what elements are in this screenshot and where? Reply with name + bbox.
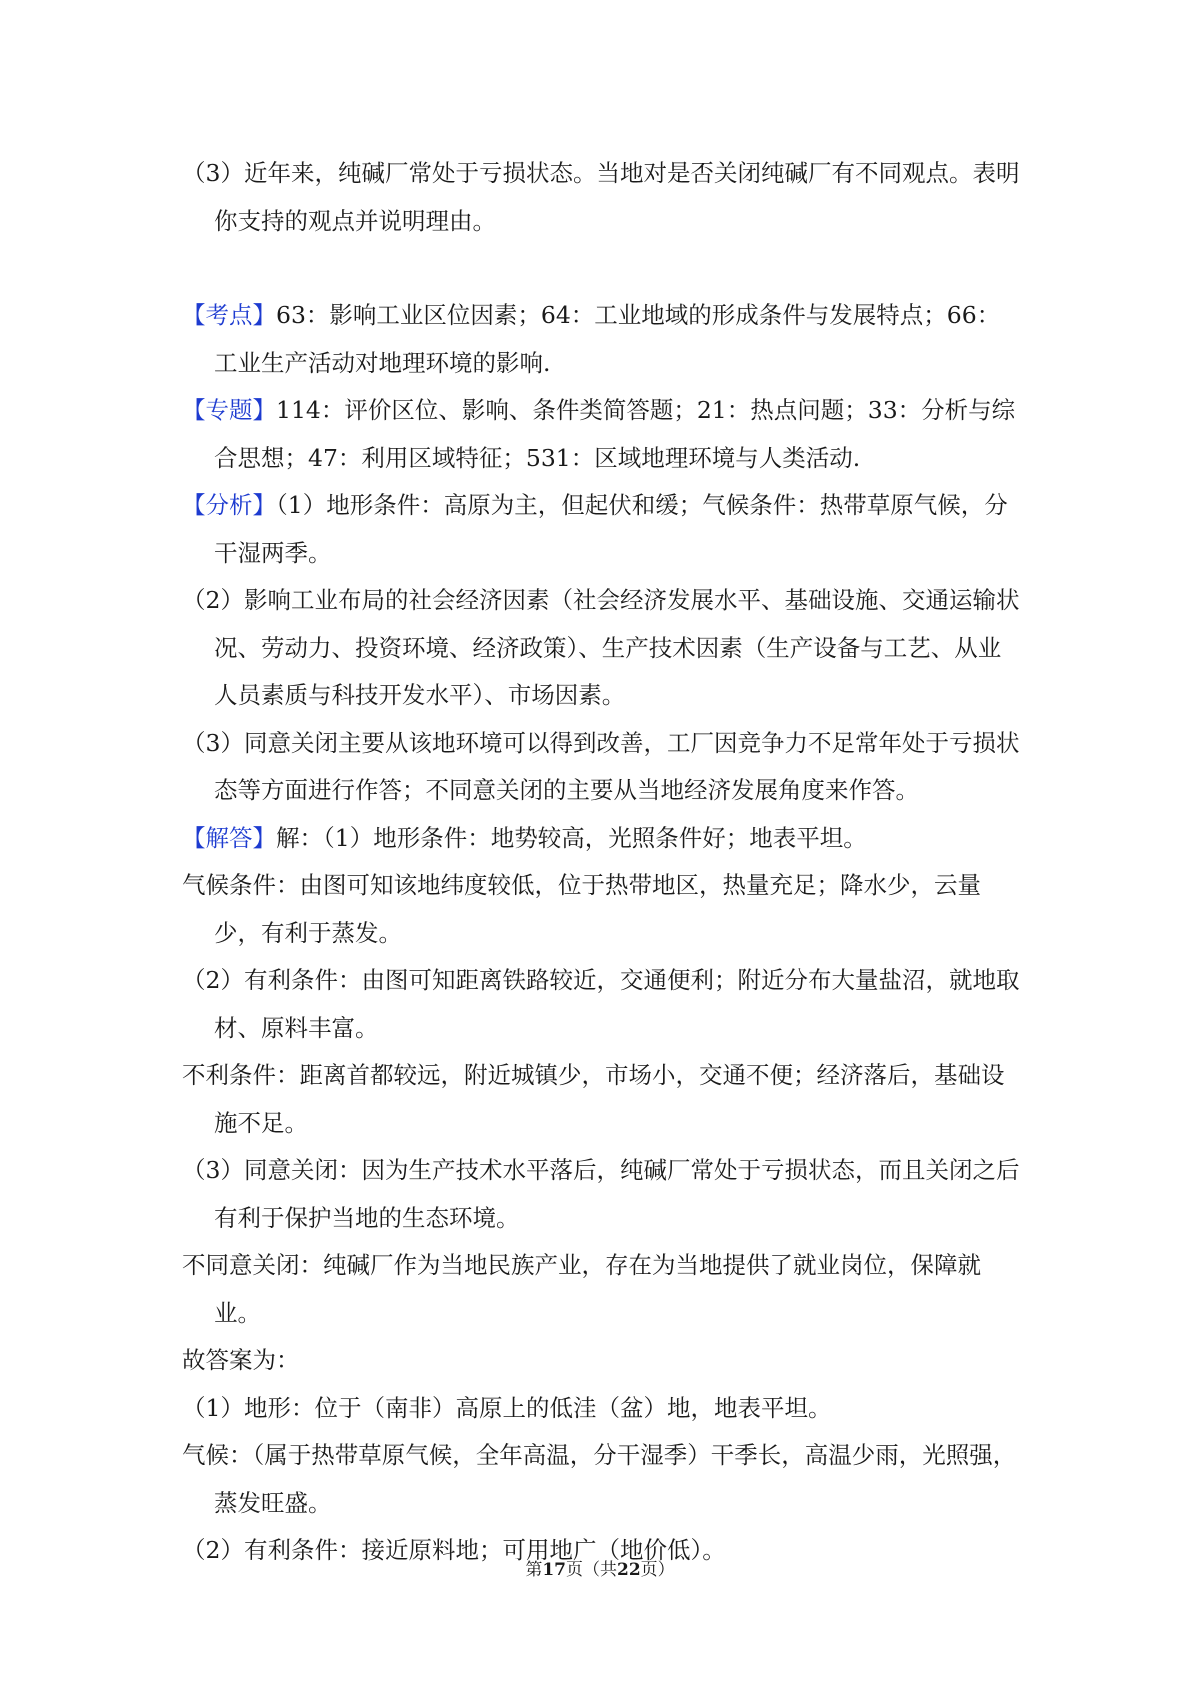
- fenxi-text: （1）地形条件：高原为主，但起伏和缓；气候条件：热带草原气候，分干湿两季。: [214, 491, 1008, 567]
- footer-total-pages: 22: [617, 1560, 641, 1580]
- answer-line: 故答案为：: [182, 1346, 300, 1374]
- answer-line: （2）有利条件：接近原料地；可用地广（地价低）。: [182, 1536, 726, 1564]
- answer-line: 气候条件：由图可知该地纬度较低，位于热带地区，热量充足；降水少，云量少，有利于蒸发。: [182, 871, 981, 947]
- jieda-paragraph: [182, 815, 1022, 863]
- kaodian-paragraph: [182, 292, 1022, 387]
- answer-line: 不利条件：距离首都较远，附近城镇少，市场小，交通不便；经济落后，基础设施不足。: [182, 1061, 1005, 1137]
- fenxi-tag: 【分析】: [182, 491, 276, 519]
- answer-line: （2）有利条件：由图可知距离铁路较近，交通便利；附近分布大量盐沼，就地取材、原料丰富。: [182, 966, 1020, 1042]
- footer-page-number: 17: [542, 1560, 566, 1580]
- answer-line: （3）同意关闭：因为生产技术水平落后，纯碱厂常处于亏损状态，而且关闭之后有利于保护当地的生态环境。: [182, 1156, 1020, 1232]
- fenxi-paragraph: [182, 482, 1022, 577]
- answer-line: 气候：（属于热带草原气候，全年高温，分干湿季）干季长，高温少雨，光照强，蒸发旺盛。: [182, 1441, 1017, 1517]
- footer-middle: 页（共: [566, 1560, 617, 1580]
- answer-line: （1）地形：位于（南非）高原上的低洼（盆）地，地表平坦。: [182, 1393, 832, 1422]
- zhuanti-text: 114：评价区位、影响、条件类简答题；21：热点问题；33：分析与综合思想；47：利用区域特征；531：区域地理环境与人类活动.: [214, 396, 1016, 472]
- jieda-tag: 【解答】: [182, 823, 276, 852]
- jieda-text: 解：（1）地形条件：地势较高，光照条件好；地表平坦。: [276, 823, 867, 852]
- page-footer: [0, 1555, 1200, 1580]
- fenxi-point-2: （2）影响工业布局的社会经济因素（社会经济发展水平、基础设施、交通运输状况、劳动力、投资环境、经济政策）、生产技术因素（生产设备与工艺、从业人员素质与科技开发水平）、市场因素。: [182, 586, 1020, 709]
- kaodian-tag: 【考点】: [182, 301, 276, 329]
- zhuanti-tag: 【专题】: [182, 396, 276, 424]
- kaodian-text: 63：影响工业区位因素；64：工业地域的形成条件与发展特点；66：工业生产活动对地理环境的影响.: [214, 301, 1001, 377]
- zhuanti-paragraph: [182, 387, 1022, 482]
- fenxi-point-3: （3）同意关闭主要从该地环境可以得到改善，工厂因竞争力不足常年处于亏损状态等方面进行作答；不同意关闭的主要从当地经济发展角度来作答。: [182, 728, 1020, 804]
- footer-suffix: 页）: [640, 1560, 675, 1580]
- answer-line: 不同意关闭：纯碱厂作为当地民族产业，存在为当地提供了就业岗位，保障就业。: [182, 1251, 981, 1327]
- footer-prefix: 第: [525, 1560, 543, 1580]
- document-body: [182, 150, 1022, 1575]
- question-3: （3）近年来，纯碱厂常处于亏损状态。当地对是否关闭纯碱厂有不同观点。表明你支持的观点并说明理由。: [182, 159, 1020, 235]
